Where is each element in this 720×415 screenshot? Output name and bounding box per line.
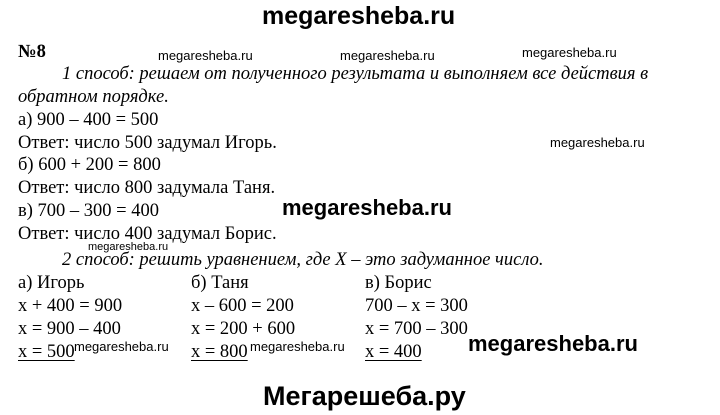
method2-intro: 2 способ: решить уравнением, где Х – это задуманное число. bbox=[62, 250, 544, 270]
method1-intro-line1: 1 способ: решаем от полученного результата и выполняем все действия в bbox=[62, 64, 649, 84]
watermark-small: megaresheba.ru bbox=[88, 241, 169, 253]
method2-col-a-title: а) Игорь bbox=[18, 273, 85, 293]
method1-c-equation: в) 700 – 300 = 400 bbox=[18, 201, 159, 221]
method2-col-b-title: б) Таня bbox=[191, 273, 249, 293]
method1-b-answer: Ответ: число 800 задумала Таня. bbox=[18, 178, 276, 198]
site-footer: Мегарешеба.ру bbox=[263, 381, 466, 411]
method2-col-c-title: в) Борис bbox=[365, 273, 432, 293]
site-header: megaresheba.ru bbox=[262, 2, 456, 30]
method2-col-c-result: х = 400 bbox=[365, 342, 422, 362]
method2-col-b-line1: х – 600 = 200 bbox=[191, 296, 294, 316]
watermark-small: megaresheba.ru bbox=[74, 339, 169, 354]
watermark-large: megaresheba.ru bbox=[468, 331, 638, 356]
method1-intro-line2: обратном порядке. bbox=[18, 87, 169, 107]
watermark-small: megaresheba.ru bbox=[522, 45, 617, 60]
method1-a-answer: Ответ: число 500 задумал Игорь. bbox=[18, 133, 277, 153]
method2-col-a-line2: х = 900 – 400 bbox=[18, 319, 121, 339]
method1-c-answer: Ответ: число 400 задумал Борис. bbox=[18, 224, 277, 244]
watermark-large: megaresheba.ru bbox=[282, 195, 452, 220]
watermark-small: megaresheba.ru bbox=[158, 48, 253, 63]
watermark-small: megaresheba.ru bbox=[550, 135, 645, 150]
task-number: №8 bbox=[18, 42, 46, 62]
method1-a-equation: а) 900 – 400 = 500 bbox=[18, 110, 159, 130]
method2-col-c-line1: 700 – х = 300 bbox=[365, 296, 468, 316]
method2-col-c-line2: х = 700 – 300 bbox=[365, 319, 468, 339]
method1-b-equation: б) 600 + 200 = 800 bbox=[18, 155, 161, 175]
method2-col-b-line2: х = 200 + 600 bbox=[191, 319, 296, 339]
method2-col-a-line1: х + 400 = 900 bbox=[18, 296, 123, 316]
watermark-small: megaresheba.ru bbox=[250, 339, 345, 354]
method2-col-a-result: х = 500 bbox=[18, 342, 75, 362]
watermark-small: megaresheba.ru bbox=[340, 48, 435, 63]
method2-col-b-result: х = 800 bbox=[191, 342, 248, 362]
